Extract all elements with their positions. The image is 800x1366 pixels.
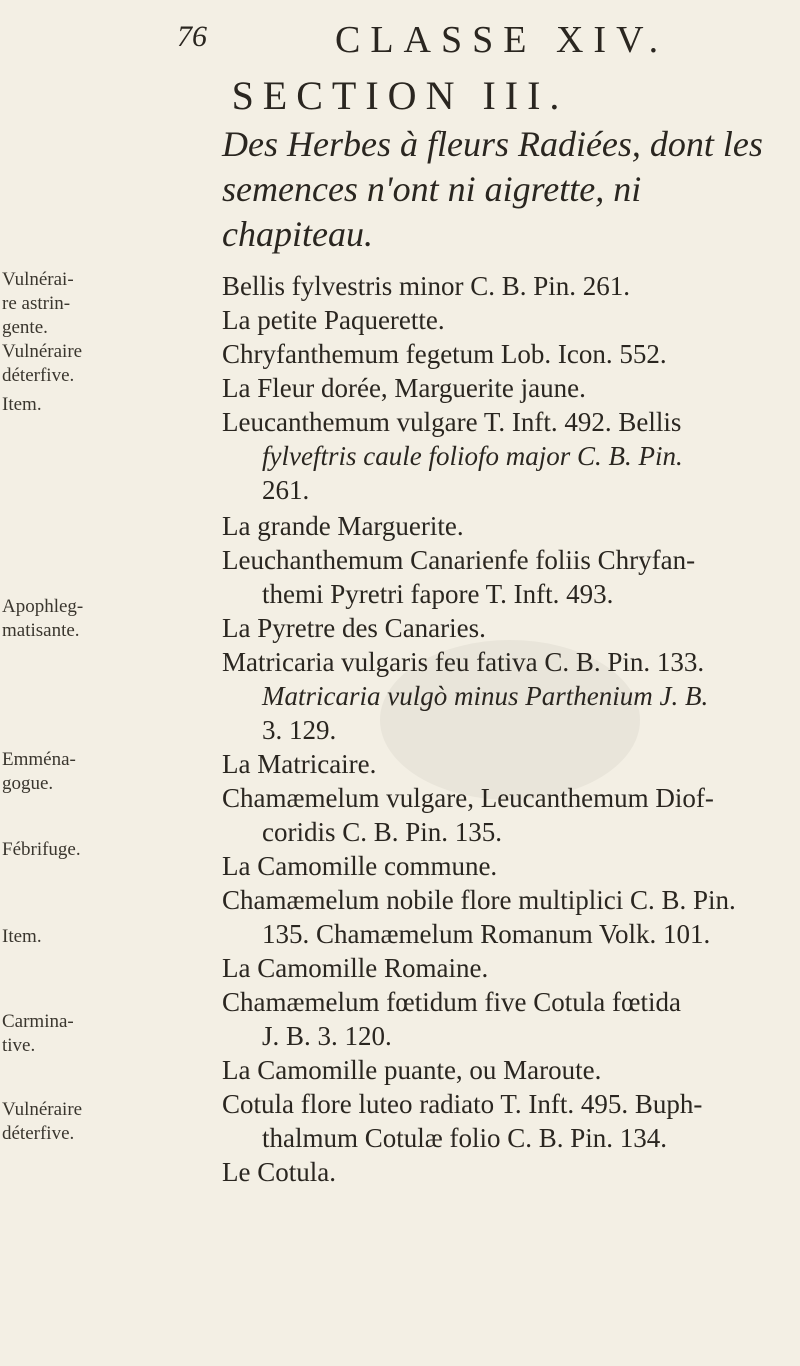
text-line: La grande Marguerite. — [222, 511, 464, 541]
text-line: fylveftris caule foliofo major C. B. Pin. — [262, 441, 683, 471]
running-title: CLASSE XIV. — [335, 19, 669, 61]
margin-note: Carmina- tive. — [2, 1011, 74, 1056]
text-line: La Pyretre des Canaries. — [222, 613, 486, 643]
text-line: 135. Chamæmelum Romanum Volk. 101. — [262, 919, 711, 949]
margin-note: Item. — [2, 394, 42, 415]
text-line: J. B. 3. 120. — [262, 1021, 392, 1051]
margin-note: Fébrifuge. — [2, 839, 81, 860]
text-line: thalmum Cotulæ folio C. B. Pin. 134. — [262, 1123, 668, 1153]
text-line: La Matricaire. — [222, 749, 377, 779]
text-line: Chamæmelum vulgare, Leucanthemum Diof- — [222, 783, 714, 813]
margin-note: Apophleg- matisante. — [2, 596, 84, 641]
text-line: La Camomille Romaine. — [222, 953, 489, 983]
text-line: La Camomille puante, ou Maroute. — [222, 1055, 602, 1085]
margin-note: Vulnérai- re astrin- gente. — [2, 269, 74, 338]
text-line: La petite Paquerette. — [222, 305, 445, 335]
text-line: Cotula flore luteo radiato T. Inft. 495. Buph- — [222, 1089, 703, 1119]
text-line: La Fleur dorée, Marguerite jaune. — [222, 373, 586, 403]
text-line: Bellis fylvestris minor C. B. Pin. 261. — [222, 271, 631, 301]
text-line: Chryfanthemum fegetum Lob. Icon. 552. — [222, 339, 667, 369]
text-line: Matricaria vulgaris feu fativa C. B. Pin. 133. — [222, 647, 705, 677]
text-line: Chamæmelum nobile flore multiplici C. B. Pin. — [222, 885, 736, 915]
margin-note: Emména- gogue. — [2, 749, 76, 794]
text-line: Leuchanthemum Canarienfe foliis Chryfan- — [222, 545, 696, 575]
text-line: Chamæmelum fœtidum five Cotula fœtida — [222, 987, 681, 1017]
margin-note: Item. — [2, 926, 42, 947]
text-line: coridis C. B. Pin. 135. — [262, 817, 503, 847]
page-header — [0, 18, 800, 68]
text-line: 3. 129. — [262, 715, 337, 745]
text-line: Matricaria vulgò minus Parthenium J. B. — [262, 681, 709, 711]
margin-note: Vulnéraire déterfive. — [2, 1099, 83, 1144]
page-number: 76 — [177, 20, 207, 53]
text-line: themi Pyretri fapore T. Inft. 493. — [262, 579, 614, 609]
text-line: La Camomille commune. — [222, 851, 498, 881]
text-line: 261. — [262, 475, 310, 505]
text-line: Leucanthemum vulgare T. Inft. 492. Bellis — [222, 407, 682, 437]
margin-note: Vulnéraire déterfive. — [2, 341, 83, 386]
section-subtitle: Des Herbes à fleurs Radiées, dont les semences n'ont ni aigrette, ni chapiteau. — [222, 124, 763, 254]
text-line: Le Cotula. — [222, 1157, 336, 1187]
section-heading: SECTION III. — [231, 73, 569, 118]
